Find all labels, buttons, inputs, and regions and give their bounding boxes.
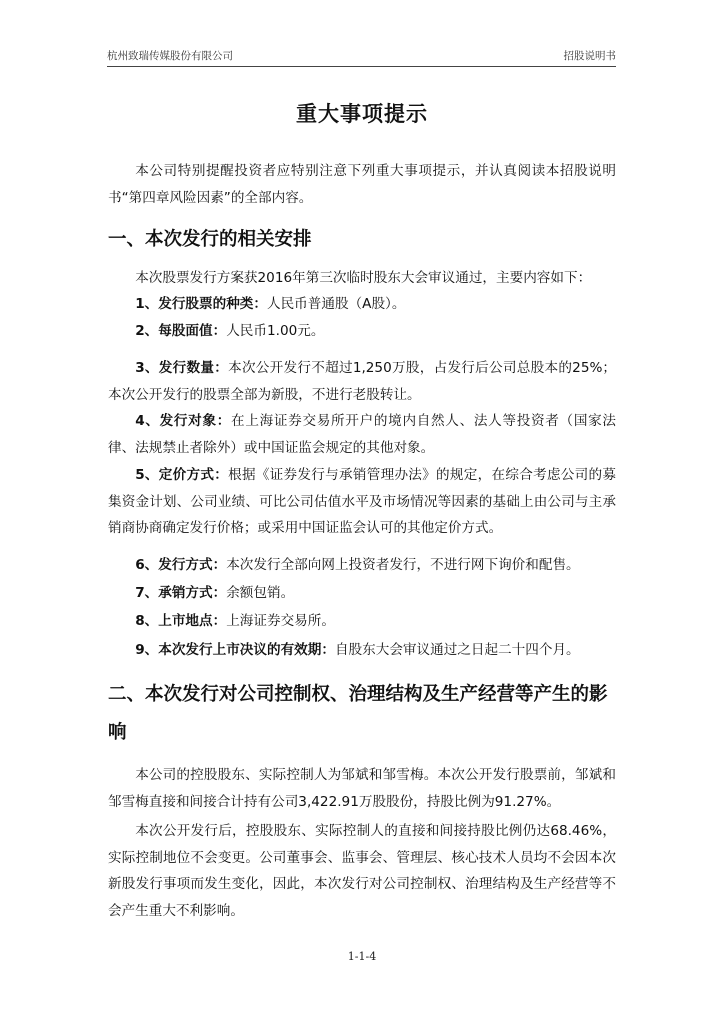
item-text: 在上海证券交易所开户的境内自然人、法人等投资者（国家法律、法规禁止者除外）或中国证监会规定的其他对象。 xyxy=(108,413,617,456)
item-label: 9、本次发行上市决议的有效期： xyxy=(135,642,335,658)
item-label: 4、发行对象： xyxy=(135,413,232,429)
item-text: 人民币1.00元。 xyxy=(226,323,325,339)
item-label: 8、上市地点： xyxy=(135,613,227,629)
section-1-heading: 一、本次发行的相关安排 xyxy=(108,229,312,250)
item-label: 2、每股面值： xyxy=(135,323,227,339)
item-label: 5、定价方式： xyxy=(135,467,229,483)
list-item xyxy=(108,462,616,542)
item-label: 3、发行数量： xyxy=(135,360,229,376)
list-item xyxy=(108,580,616,607)
item-label: 1、发行股票的种类： xyxy=(135,296,267,312)
page-number: 1-1-4 xyxy=(347,950,377,963)
list-item xyxy=(108,608,616,635)
item-text: 本次发行全部向网上投资者发行，不进行网下询价和配售。 xyxy=(226,557,580,573)
section-1-lead: 本次股票发行方案获2016年第三次临时股东大会审议通过，主要内容如下： xyxy=(135,270,592,286)
item-text: 上海证券交易所。 xyxy=(226,613,335,629)
item-text: 自股东大会审议通过之日起二十四个月。 xyxy=(334,642,580,658)
list-item xyxy=(108,318,616,345)
item-label: 6、发行方式： xyxy=(135,557,227,573)
document-type: 招股说明书 xyxy=(563,50,616,62)
item-text: 根据《证券发行与承销管理办法》的规定，在综合考虑公司的募集资金计划、公司业绩、可比公司估值水平及市场情况等因素的基础上由公司与主承销商协商确定发行价格；或采用中国证监会认可的其他定价方式。 xyxy=(108,467,616,536)
header-divider xyxy=(107,66,616,67)
section-2-paragraph: 本次公开发行后，控股股东、实际控制人的直接和间接持股比例仍达68.46%，实际控制地位不会变更。公司董事会、监事会、管理层、核心技术人员均不会因本次新股发行事项而发生变化，因此，本次发行对公司控制权、治理结构及生产经营等不会产生重大不利影响。 xyxy=(108,823,616,919)
list-item xyxy=(108,637,616,664)
list-item xyxy=(108,408,616,461)
item-text: 人民币普通股（A股）。 xyxy=(267,296,406,312)
section-2-paragraph: 本公司的控股股东、实际控制人为邹斌和邹雪梅。本次公开发行股票前，邹斌和邹雪梅直接和间接合计持有公司3,422.91万股股份，持股比例为91.27%。 xyxy=(108,767,616,810)
intro-paragraph: 本公司特别提醒投资者应特别注意下列重大事项提示，并认真阅读本招股说明书“第四章风险因素”的全部内容。 xyxy=(108,163,616,206)
list-item xyxy=(108,355,616,408)
item-label: 7、承销方式： xyxy=(135,585,227,601)
item-text: 本次公开发行不超过1,250万股，占发行后公司总股本的25%；本次公开发行的股票全部为新股，不进行老股转让。 xyxy=(108,360,616,403)
page-title: 重大事项提示 xyxy=(296,102,428,126)
section-2-heading: 二、本次发行对公司控制权、治理结构及生产经营等产生的影响 xyxy=(108,684,608,743)
page-header xyxy=(107,48,616,68)
list-item xyxy=(108,552,616,579)
list-item xyxy=(108,291,616,318)
company-name: 杭州致瑞传媒股份有限公司 xyxy=(107,50,233,62)
item-text: 余额包销。 xyxy=(226,585,295,601)
